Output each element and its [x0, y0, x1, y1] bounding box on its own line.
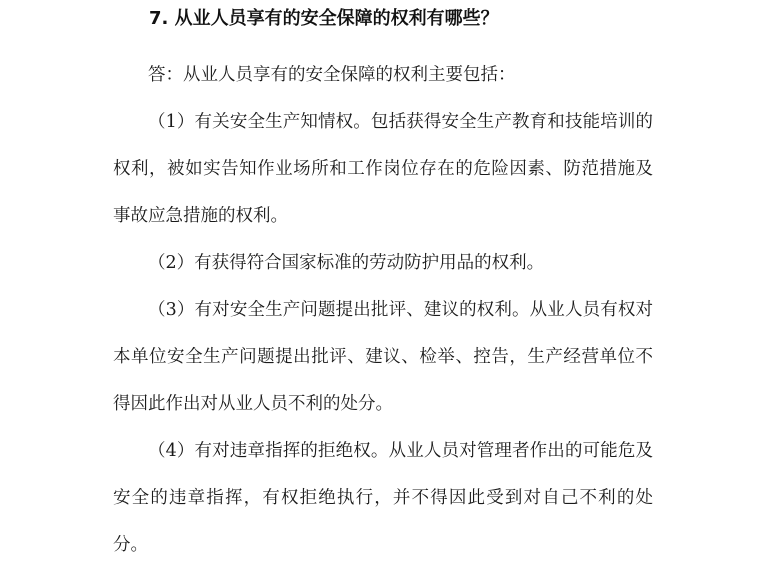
answer-item-1: （1）有关安全生产知情权。包括获得安全生产教育和技能培训的权利，被如实告知作业场所和工作岗位存在的危险因素、防范措施及事故应急措施的权利。 [113, 112, 653, 226]
answer-item-3: （3）有对安全生产问题提出批评、建议的权利。从业人员有权对本单位安全生产问题提出批评、建议、检举、控告，生产经营单位不得因此作出对从业人员不利的处分。 [113, 300, 653, 414]
answer-item-2: （2）有获得符合国家标准的劳动防护用品的权利。 [148, 253, 545, 273]
answer-item-4: （4）有对违章指挥的拒绝权。从业人员对管理者作出的可能危及安全的违章指挥，有权拒绝执行，并不得因此受到对自己不利的处分。 [113, 441, 653, 555]
question-heading: 7. 从业人员享有的安全保障的权利有哪些？ [149, 8, 499, 29]
answer-intro: 答：从业人员享有的安全保障的权利主要包括： [148, 65, 516, 85]
answer-body [113, 52, 653, 569]
